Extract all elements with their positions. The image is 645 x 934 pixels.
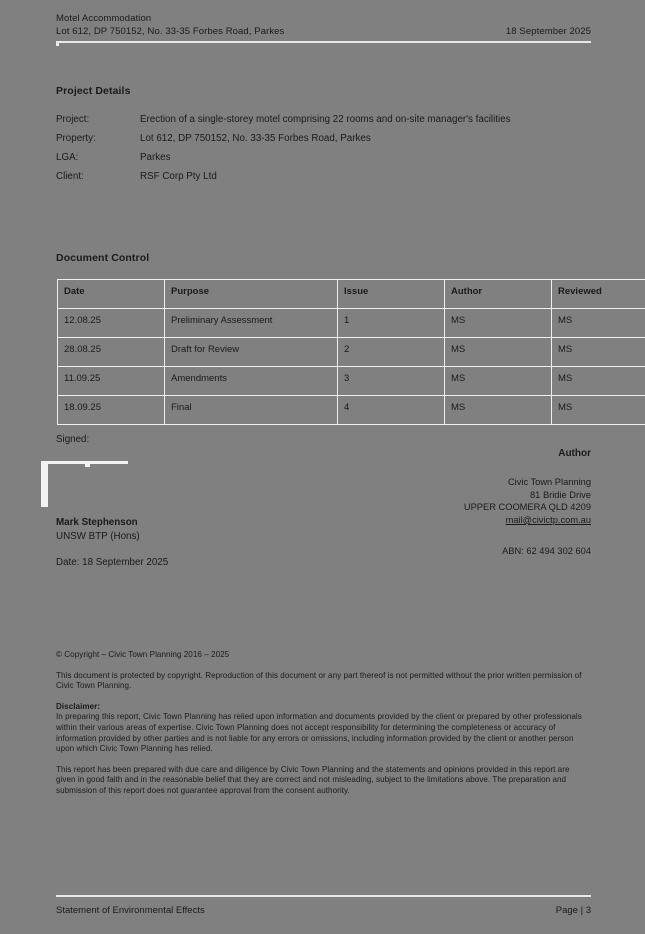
column-header-date: Date (58, 280, 165, 309)
detail-row-lga (56, 151, 591, 165)
column-header-purpose: Purpose (165, 280, 338, 309)
header-title-block (56, 13, 284, 38)
author-street: 81 Bridie Drive (530, 489, 591, 500)
author-contact-block (464, 476, 591, 526)
cell-purpose: Draft for Review (165, 338, 338, 367)
author-email-link[interactable]: mail@civictp.com.au (505, 514, 591, 525)
copyright-body: This document is protected by copyright. Reproduction of this document or any part thereof is not permitted without the prior written permission of Civic Town Planning. (56, 670, 582, 691)
column-header-issue: Issue (338, 280, 445, 309)
due-care-body: This report has been prepared with due care and diligence by Civic Town Planning and the statements and opinions provided in this report are given in good faith and in the reasonable belief that they are correct and not misleading, subject to the limitations above. The preparation and submission of this report does not guarantee approval from the consent authority. (56, 764, 570, 795)
document-control-table (57, 279, 645, 425)
header-title-line-2: Lot 612, DP 750152, No. 33-35 Forbes Road, Parkes (56, 25, 285, 37)
cell-purpose: Preliminary Assessment (165, 309, 338, 338)
document-control-heading: Document Control (56, 252, 150, 264)
cell-author: MS (445, 309, 552, 338)
project-details-heading: Project Details (56, 85, 131, 97)
cell-issue: 4 (338, 396, 445, 425)
header-divider (56, 41, 591, 43)
document-footer (56, 905, 591, 916)
cell-issue: 3 (338, 367, 445, 396)
table-row (58, 338, 645, 367)
footer-document-title: Statement of Environmental Effects (56, 905, 205, 916)
header-title-line-1: Motel Accommodation (56, 13, 152, 24)
signer-name: Mark Stephenson (56, 517, 138, 528)
signer-date: Date: 18 September 2025 (56, 557, 169, 568)
cell-reviewed: MS (552, 309, 645, 338)
detail-label: Client: (56, 171, 84, 182)
cell-author: MS (445, 338, 552, 367)
signature-placeholder-anchor (85, 462, 90, 467)
signature-image-placeholder (41, 461, 128, 507)
disclaimer-body: In preparing this report, Civic Town Planning has relied upon information and documents provided by the client or prepared by other professionals within their various areas of expertise. Civic Town Planning does not accept responsibility for determining the completeness or accuracy of information provided by other parties and is not liable for any errors or omissions, including information provided by the client or another person upon which Civic Town Planning has relied. (56, 712, 582, 754)
author-abn: ABN: 62 494 302 604 (502, 546, 591, 556)
footer-page-number: Page | 3 (555, 905, 591, 916)
cell-author: MS (445, 396, 552, 425)
author-heading: Author (558, 448, 591, 459)
header-divider-tick (56, 41, 59, 46)
detail-row-property (56, 132, 591, 146)
cell-date: 28.08.25 (58, 338, 165, 367)
signer-qualification: UNSW BTP (Hons) (56, 531, 140, 542)
detail-label: Property: (56, 133, 96, 144)
footer-divider (56, 895, 591, 897)
legal-notices (56, 650, 591, 807)
cell-purpose: Amendments (165, 367, 338, 396)
signature-placeholder-left-edge (41, 461, 48, 507)
project-details-list (56, 113, 591, 189)
cell-author: MS (445, 367, 552, 396)
table-row (58, 309, 645, 338)
table-row (58, 396, 645, 425)
column-header-reviewed: Reviewed (552, 280, 645, 309)
detail-row-client (56, 170, 591, 184)
cell-date: 11.09.25 (58, 367, 165, 396)
copyright-line: © Copyright – Civic Town Planning 2016 – 2025 (56, 650, 230, 659)
detail-label: LGA: (56, 152, 79, 163)
table-header-row (58, 280, 645, 309)
table-row (58, 367, 645, 396)
detail-value: Parkes (140, 152, 171, 163)
detail-row-project (56, 113, 591, 127)
column-header-author: Author (445, 280, 552, 309)
cell-reviewed: MS (552, 367, 645, 396)
disclaimer-heading: Disclaimer: (56, 701, 101, 711)
cell-reviewed: MS (552, 396, 645, 425)
document-header (56, 13, 591, 38)
detail-value: Erection of a single-storey motel comprising 22 rooms and on-site manager's facilities (140, 114, 511, 125)
cell-reviewed: MS (552, 338, 645, 367)
cell-date: 12.08.25 (58, 309, 165, 338)
signed-label: Signed: (56, 434, 90, 445)
cell-issue: 1 (338, 309, 445, 338)
cell-issue: 2 (338, 338, 445, 367)
detail-value: RSF Corp Pty Ltd (140, 171, 217, 182)
detail-label: Project: (56, 114, 90, 125)
cell-date: 18.09.25 (58, 396, 165, 425)
cell-purpose: Final (165, 396, 338, 425)
header-date: 18 September 2025 (505, 25, 591, 37)
author-suburb: UPPER COOMERA QLD 4209 (463, 502, 591, 513)
detail-value: Lot 612, DP 750152, No. 33-35 Forbes Road, Parkes (140, 133, 371, 144)
author-company: Civic Town Planning (507, 477, 591, 487)
